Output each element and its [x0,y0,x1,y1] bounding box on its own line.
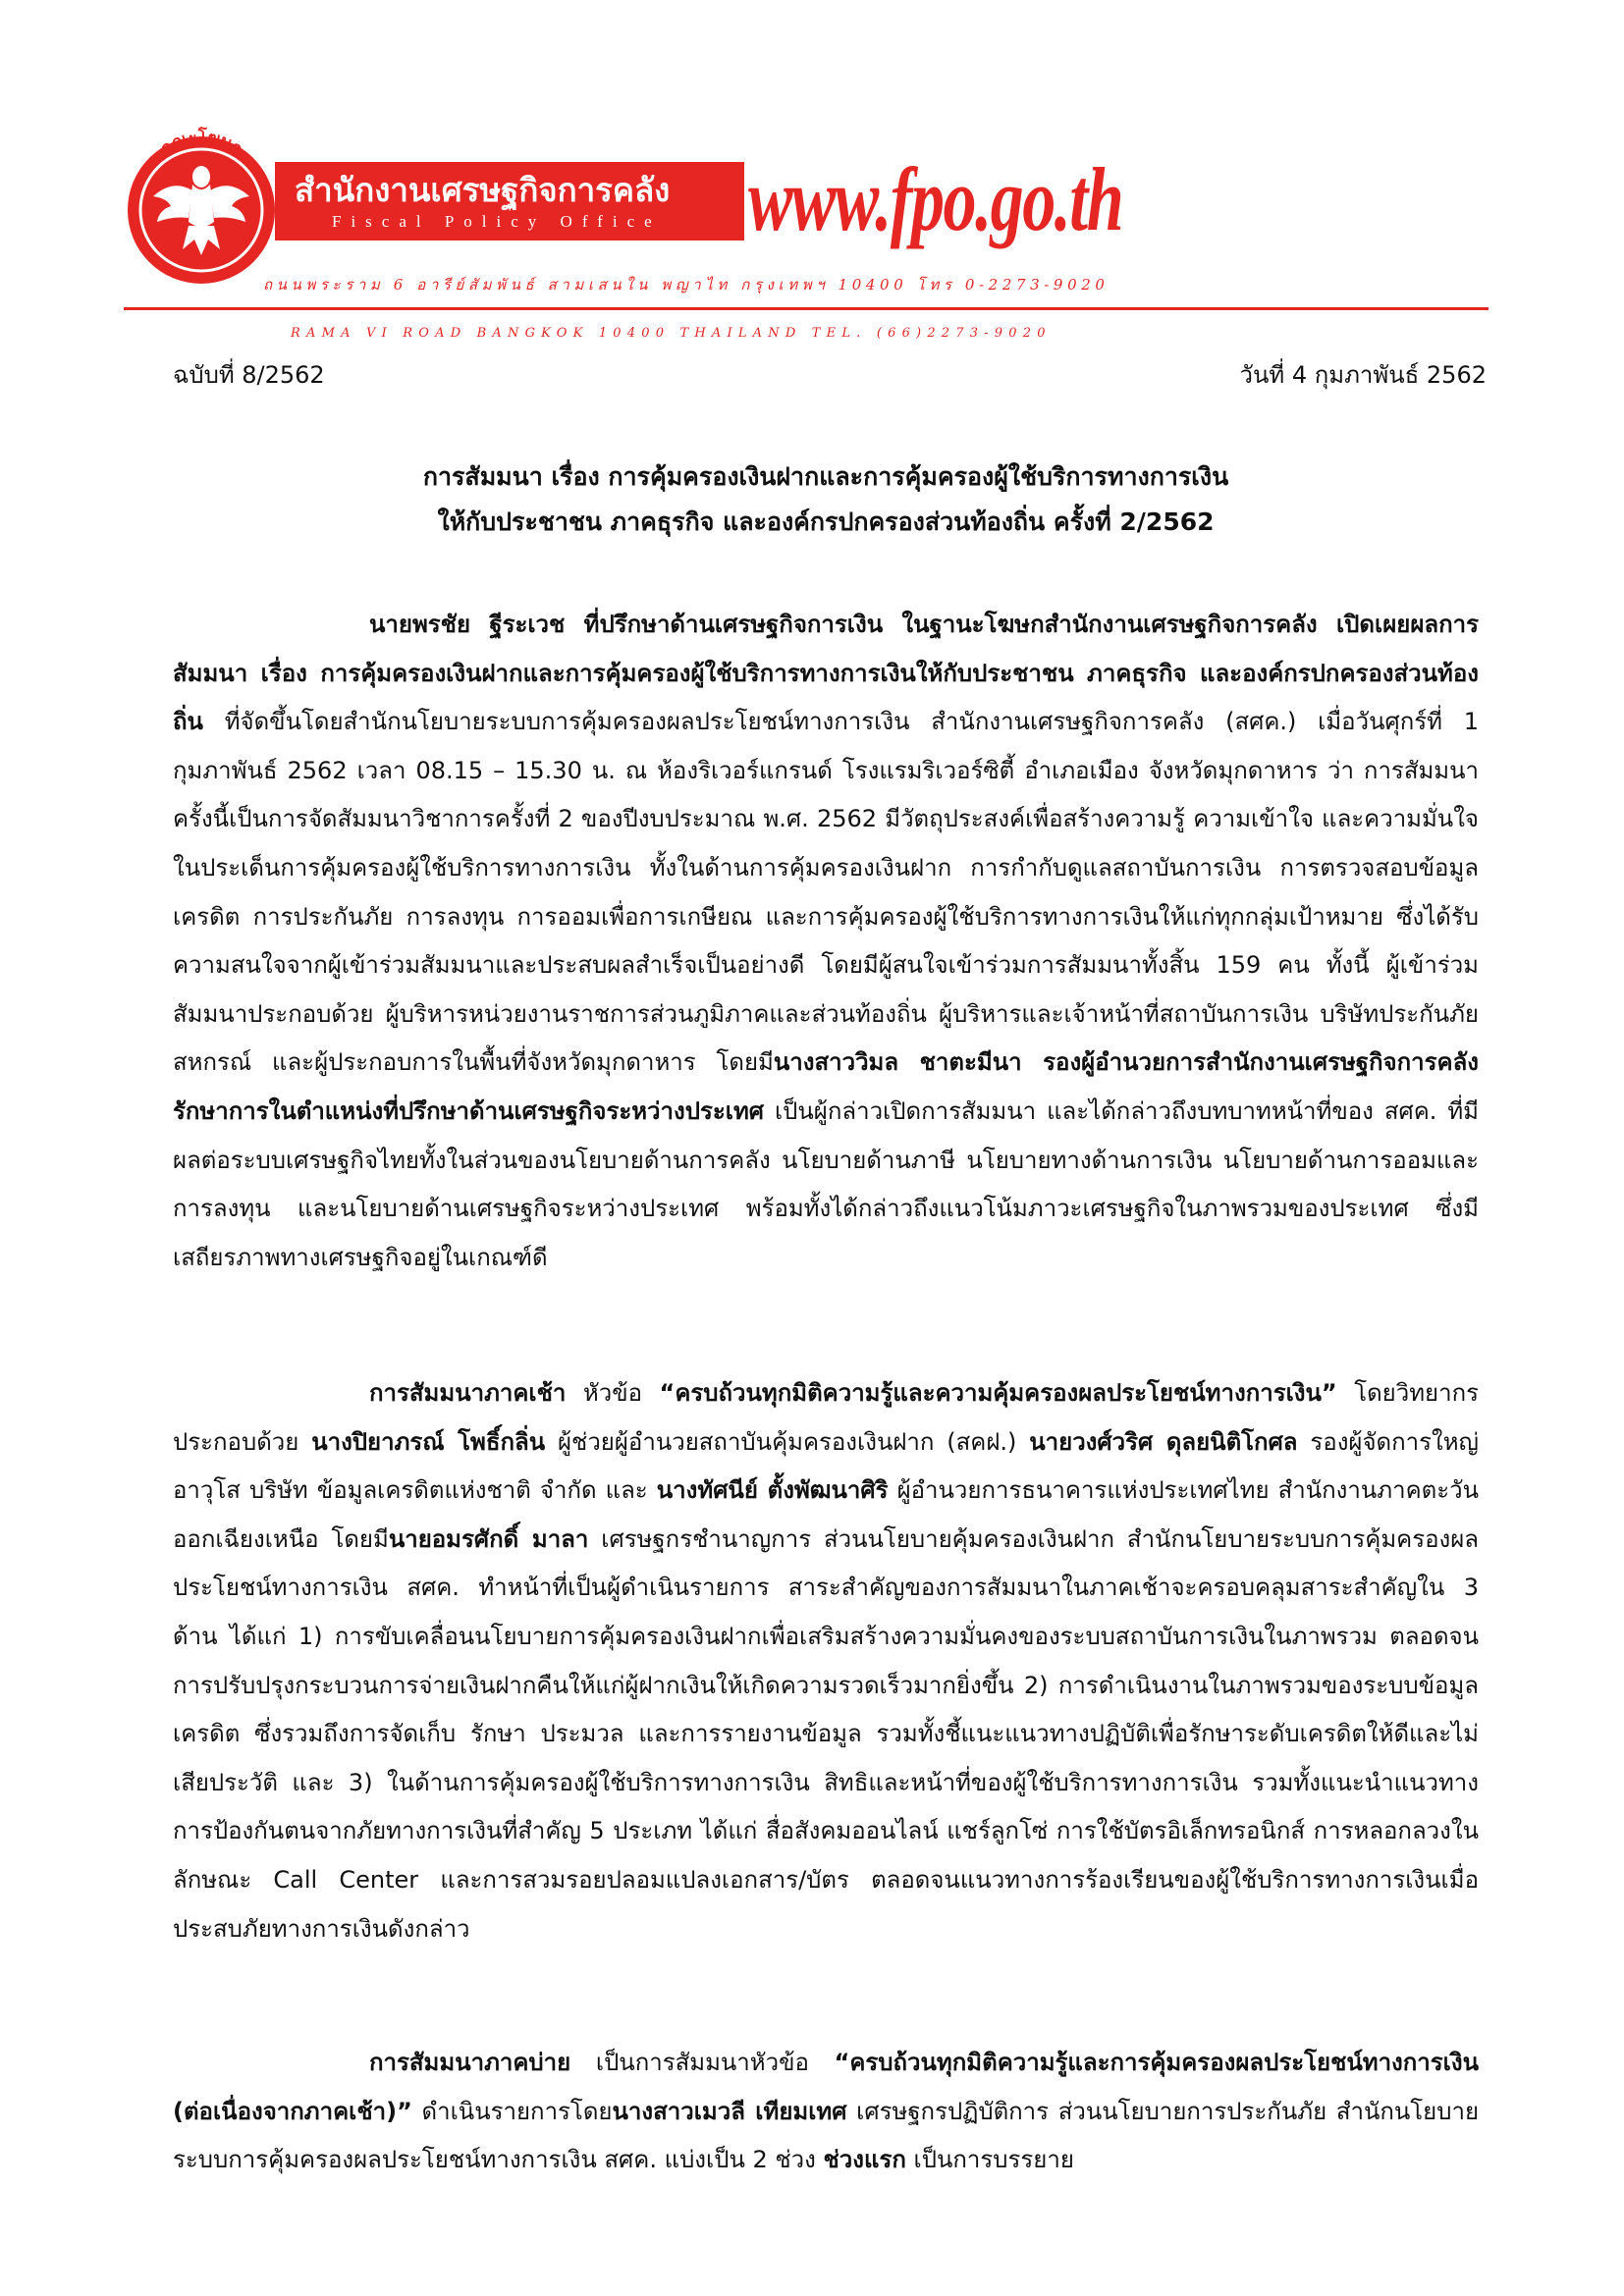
moderator-name: นายอมรศักดิ์ มาลา [388,1524,589,1553]
paragraph-text: ผู้ช่วยผู้อำนวยสถาบันคุ้มครองเงินฝาก (สคฝ.) [545,1427,1030,1456]
speaker-name: นายวงศ์วริศ ดุลยนิติโกศล [1029,1427,1298,1456]
paragraph-text: เป็นการบรรยาย [905,2146,1074,2174]
website-url[interactable]: www.fpo.go.th [748,149,1123,249]
document-number: ฉบับที่ 8/2562 [173,361,325,389]
spokesperson-highlight: นายพรชัย ฐีระเวช ที่ปรึกษาด้านเศรษฐกิจการเงิน ในฐานะโฆษกสำนักงานเศรษฐกิจการคลัง เปิดเผยผลการสัมมนา เรื่อง การคุ้มครองเงินฝากและการคุ้มครองผู้ใช้บริการทางการเงินให้กับประชาชน ภาคธุรกิจ และองค์กรปกครองส่วนท้องถิ่น [173,611,1479,736]
speaker-name: นางปิยาภรณ์ โพธิ์กลิ่น [311,1427,546,1456]
title-line-1: การสัมมนา เรื่อง การคุ้มครองเงินฝากและการคุ้มครองผู้ใช้บริการทางการเงิน [422,462,1229,491]
org-name-english: Fiscal Policy Office [332,212,662,231]
paragraph-text: รองผู้จัดการใหญ่อาวุโส บริษัท ข้อมูลเครดิตแห่งชาติ จำกัด และ [173,1427,1480,1505]
paragraph-morning-session [173,1369,1479,1953]
paragraph-text: โดยวิทยากรประกอบด้วย [173,1379,1479,1456]
paragraph-text: ดำเนินรายการโดย [411,2097,613,2125]
paragraph-text: เป็นผู้กล่าวเปิดการสัมมนา และได้กล่าวถึงบทบาทหน้าที่ของ สศค. ที่มีผลต่อระบบเศรษฐกิจไทยทั้งในส่วนของนโยบายด้านการคลัง นโยบายด้านภาษี นโยบายทางด้านการเงิน นโยบายด้านการออมและการลงทุน และนโยบายด้านเศรษฐกิจระหว่างประเทศ พร้อมทั้งได้กล่าวถึงแนวโน้มภาวะเศรษฐกิจในภาพรวมของประเทศ ซึ่งมีเสถียรภาพทางเศรษฐกิจอยู่ในเกณฑ์ดี [173,1096,1479,1271]
address-thai: ถนนพระราม 6 อารีย์สัมพันธ์ สามเสนใน พญาไท กรุงเทพฯ 10400 โทร 0-2273-9020 [263,276,1110,294]
paragraph-text: เศรษฐกรชำนาญการ ส่วนนโยบายคุ้มครองเงินฝาก สำนักนโยบายระบบการคุ้มครองผลประโยชน์ทางการเงิน สศค. ทำหน้าที่เป็นผู้ดำเนินรายการ สาระสำคัญของการสัมมนาในภาคเช้าจะครอบคลุมสาระสำคัญใน 3 ด้าน ได้แก่ 1) การขับเคลื่อนนโยบายการคุ้มครองเงินฝากเพื่อเสริมสร้างความมั่นคงของระบบสถาบันการเงินในภาพรวม ตลอดจนการปรับปรุงกระบวนการจ่ายเงินฝากคืนให้แก่ผู้ฝากเงินให้เกิดความรวดเร็วมากยิ่งขึ้น 2) การดำเนินงานในภาพรวมของระบบข้อมูลเครดิต ซึ่งรวมถึงการจัดเก็บ รักษา ประมวล และการรายงานข้อมูล รวมทั้งชี้แนะแนวทางปฏิบัติเพื่อรักษาระดับเครดิตให้ดีและไม่เสียประวัติ และ 3) ในด้านการคุ้มครองผู้ใช้บริการทางการเงิน สิทธิและหน้าที่ของผู้ใช้บริการทางการเงิน รวมทั้งแนะนำแนวทางการป้องกันตนจากภัยทางการเงินที่สำคัญ 5 ประเภท ได้แก่ สื่อสังคมออนไลน์ แชร์ลูกโซ่ การใช้บัตรอิเล็กทรอนิกส์ การหลอกลวงในลักษณะ Call Center และการสวมรอยปลอมแปลงเอกสาร/บัตร ตลอดจนแนวทางการร้องเรียนของผู้ใช้บริการทางการเงินเมื่อประสบภัยทางการเงินดังกล่าว [173,1524,1479,1943]
paragraph-text: ผู้อำนวยการธนาคารแห่งประเทศไทย สำนักงานภาคตะวันออกเฉียงเหนือ โดยมี [173,1476,1479,1553]
org-name-banner [275,162,744,240]
moderator-name: นางสาวเมวลี เทียมเทศ [612,2097,847,2125]
morning-topic: “ครบถ้วนทุกมิติความรู้และความคุ้มครองผลประโยชน์ทางการเงิน” [659,1379,1337,1407]
title-line-2: ให้กับประชาชน ภาคธุรกิจ และองค์กรปกครองส่วนท้องถิ่น ครั้งที่ 2/2562 [437,507,1215,536]
morning-session-label: การสัมมนาภาคเช้า [369,1379,567,1407]
logo-arc-text: คณะโฆษก [156,127,246,160]
paragraph-text: ที่จัดขึ้นโดยสำนักนโยบายระบบการคุ้มครองผลประโยชน์ทางการเงิน สำนักงานเศรษฐกิจการคลัง (สศค.) เมื่อวันศุกร์ที่ 1 กุมภาพันธ์ 2562 เวลา 08.15 – 15.30 น. ณ ห้องริเวอร์แกรนด์ โรงแรมริเวอร์ซิตี้ อำเภอเมือง จังหวัดมุกดาหาร ว่า การสัมมนาครั้งนี้เป็นการจัดสัมมนาวิชาการครั้งที่ 2 ของปีงบประมาณ พ.ศ. 2562 มีวัตถุประสงค์เพื่อสร้างความรู้ ความเข้าใจ และความมั่นใจในประเด็นการคุ้มครองผู้ใช้บริการทางการเงิน ทั้งในด้านการคุ้มครองเงินฝาก การกำกับดูแลสถาบันการเงิน การตรวจสอบข้อมูลเครดิต การประกันภัย การลงทุน การออมเพื่อการเกษียณ และการคุ้มครองผู้ใช้บริการทางการเงินให้แก่ทุกกลุ่มเป้าหมาย ซึ่งได้รับความสนใจจากผู้เข้าร่วมสัมมนาและประสบผลสำเร็จเป็นอย่างดี โดยมีผู้สนใจเข้าร่วมการสัมมนาทั้งสิ้น 159 คน ทั้งนี้ ผู้เข้าร่วมสัมมนาประกอบด้วย ผู้บริหารหน่วยงานราชการส่วนภูมิภาคและส่วนท้องถิ่น ผู้บริหารและเจ้าหน้าที่สถาบันการเงิน บริษัทประกันภัย สหกรณ์ และผู้ประกอบการในพื้นที่จังหวัดมุกดาหาร โดยมี [173,708,1479,1077]
org-name-thai: สำนักงานเศรษฐกิจการคลัง [295,172,671,208]
paragraph-text: หัวข้อ [566,1379,660,1407]
fpo-garuda-logo [124,120,279,289]
first-session-label: ช่วงแรก [823,2146,906,2174]
afternoon-topic: “ครบถ้วนทุกมิติความรู้และการคุ้มครองผลประโยชน์ทางการเงิน (ต่อเนื่องจากภาคเช้า)” [173,2049,1479,2125]
opening-speaker-highlight: นางสาววิมล ชาตะมีนา รองผู้อำนวยการสำนักงานเศรษฐกิจการคลัง รักษาการในตำแหน่งที่ปรึกษาด้านเศรษฐกิจระหว่างประเทศ [173,1048,1479,1125]
press-release-title [173,454,1479,545]
speaker-name: นางทัศนีย์ ตั้งพัฒนาศิริ [656,1476,889,1505]
paragraph-text: เศรษฐกรปฏิบัติการ ส่วนนโยบายการประกันภัย สำนักนโยบายระบบการคุ้มครองผลประโยชน์ทางการเงิน สศค. แบ่งเป็น 2 ช่วง [173,2097,1480,2174]
afternoon-session-label: การสัมมนาภาคบ่าย [369,2049,571,2076]
document-date: วันที่ 4 กุมภาพันธ์ 2562 [1239,361,1487,389]
address-english: RAMA VI ROAD BANGKOK 10400 THAILAND TEL. (66)2273-9020 [291,326,1052,341]
header-divider [124,307,1489,310]
paragraph-introduction [173,601,1479,1282]
paragraph-text: เป็นการสัมมนาหัวข้อ [570,2049,835,2076]
paragraph-afternoon-session [173,2039,1479,2185]
